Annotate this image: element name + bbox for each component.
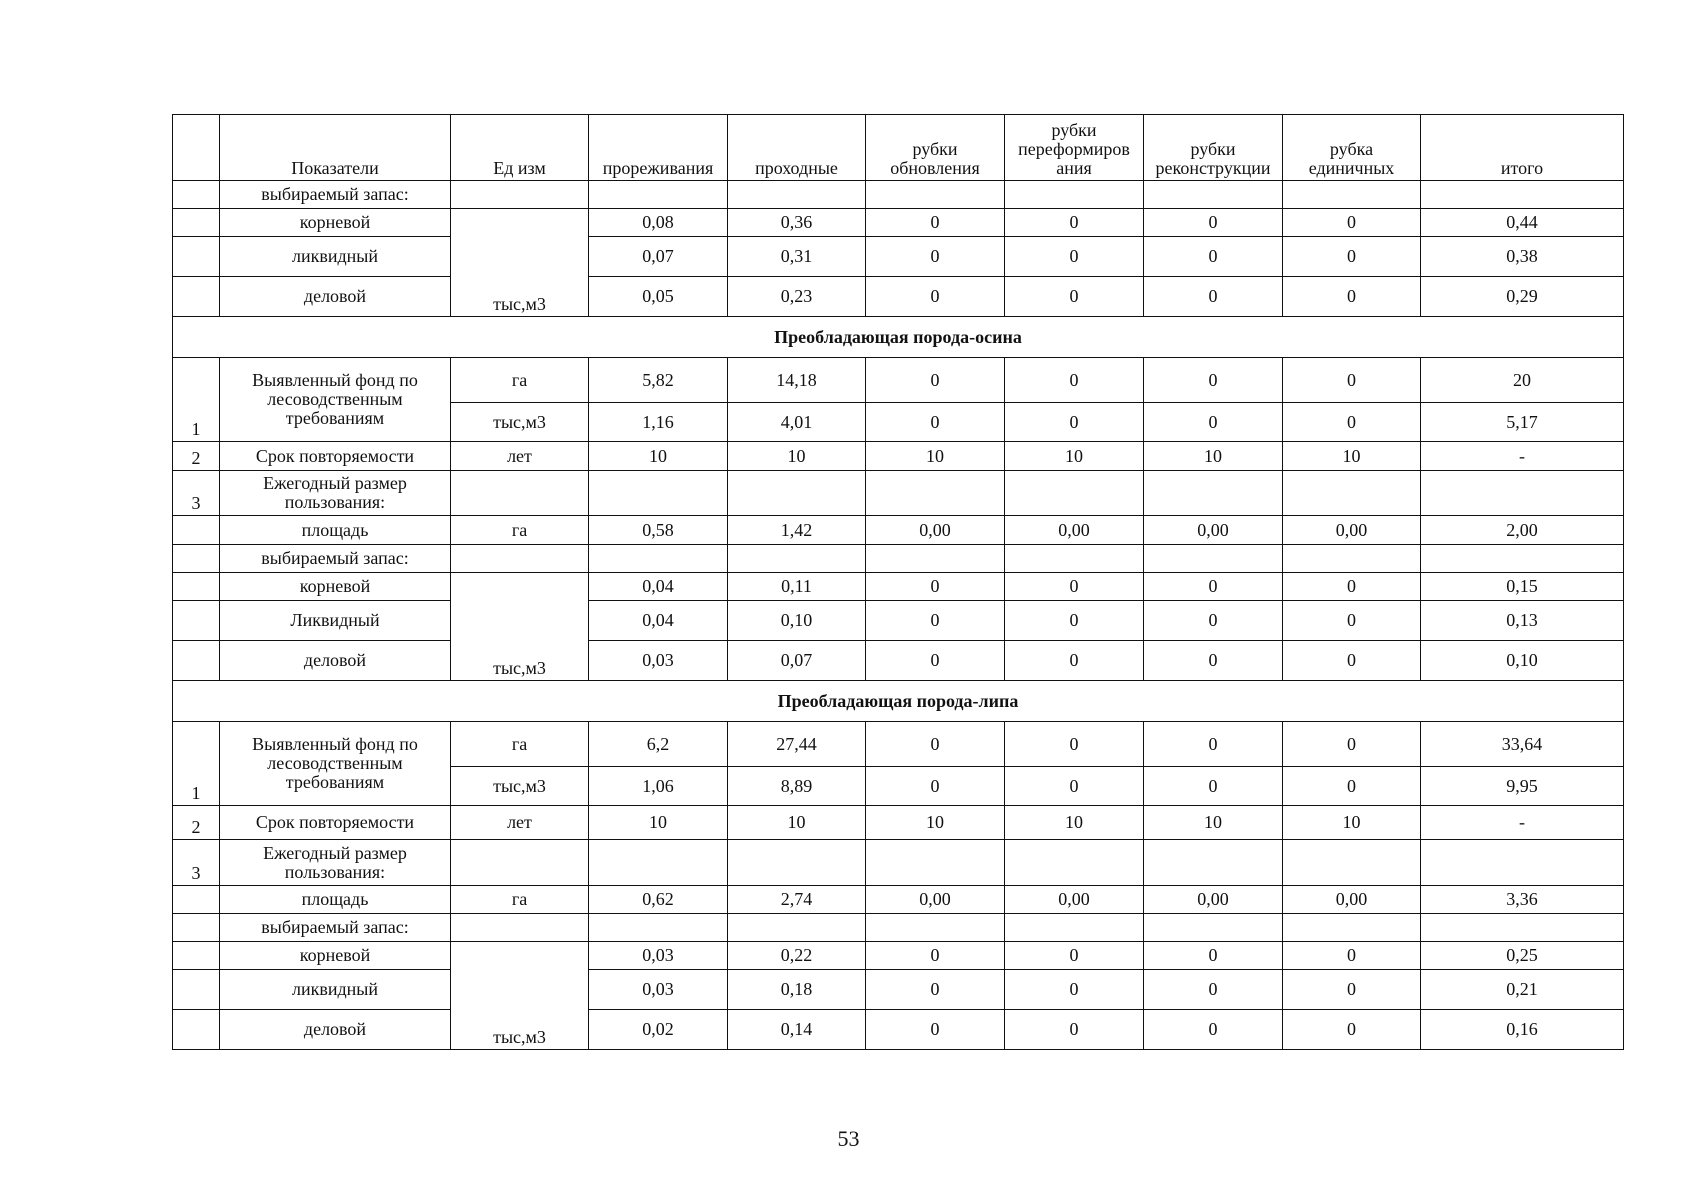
table-row [173, 545, 1624, 573]
unit-cell: га [451, 516, 589, 545]
value-cell: 0 [1283, 942, 1421, 970]
value-cell: 0,00 [866, 516, 1005, 545]
row-number-cell: 2 [173, 442, 220, 471]
value-cell [1421, 840, 1624, 886]
indicator-cell: Срок повторяемости [220, 806, 451, 840]
unit-cell: лет [451, 442, 589, 471]
value-cell: 0,25 [1421, 942, 1624, 970]
row-number-cell [173, 516, 220, 545]
section-header-row [173, 681, 1624, 722]
value-cell [1421, 545, 1624, 573]
table-row [173, 471, 1624, 516]
value-cell: 1,42 [728, 516, 866, 545]
indicator-cell: ликвидный [220, 970, 451, 1010]
value-cell: 0 [866, 403, 1005, 442]
value-cell: 0,00 [866, 886, 1005, 914]
row-number-cell [173, 970, 220, 1010]
table-row [173, 1010, 1624, 1050]
value-cell: 20 [1421, 358, 1624, 403]
row-number-cell [173, 237, 220, 277]
value-cell: 0,00 [1283, 516, 1421, 545]
value-cell: 0 [866, 1010, 1005, 1050]
unit-cell: тыс,м3 [451, 403, 589, 442]
value-cell: 0,04 [589, 573, 728, 601]
value-cell [728, 914, 866, 942]
value-cell: 5,82 [589, 358, 728, 403]
value-cell: 0,36 [728, 209, 866, 237]
value-cell: 0,03 [589, 641, 728, 681]
unit-cell: тыс,м3 [451, 767, 589, 806]
value-cell: 5,17 [1421, 403, 1624, 442]
indicator-cell: ликвидный [220, 237, 451, 277]
value-cell: 6,2 [589, 722, 728, 767]
value-cell: 0 [1005, 403, 1144, 442]
value-cell: 0 [1005, 722, 1144, 767]
value-cell: 0 [1005, 601, 1144, 641]
value-cell: 0 [1283, 1010, 1421, 1050]
value-cell: 0 [1144, 403, 1283, 442]
unit-cell: лет [451, 806, 589, 840]
row-number-cell [173, 942, 220, 970]
value-cell: 0 [866, 641, 1005, 681]
value-cell: 0,14 [728, 1010, 866, 1050]
row-number-cell [173, 277, 220, 317]
column-header-8: рубка единичных [1283, 115, 1421, 181]
column-header-9: итого [1421, 115, 1624, 181]
value-cell: 0,16 [1421, 1010, 1624, 1050]
value-cell: - [1421, 806, 1624, 840]
value-cell: 0,07 [728, 641, 866, 681]
column-header-7: рубки реконструкции [1144, 115, 1283, 181]
table-row [173, 840, 1624, 886]
value-cell: 0,11 [728, 573, 866, 601]
value-cell: 0 [1005, 237, 1144, 277]
indicator-cell: площадь [220, 516, 451, 545]
row-number-cell: 1 [173, 722, 220, 806]
value-cell: 0 [1144, 209, 1283, 237]
row-number-cell: 3 [173, 471, 220, 516]
value-cell: 0,38 [1421, 237, 1624, 277]
value-cell: 0 [1005, 641, 1144, 681]
indicator-cell: деловой [220, 1010, 451, 1050]
value-cell [1283, 914, 1421, 942]
value-cell: 0 [1144, 277, 1283, 317]
value-cell: 33,64 [1421, 722, 1624, 767]
table-row [173, 442, 1624, 471]
value-cell: 0,05 [589, 277, 728, 317]
value-cell: 0 [1144, 641, 1283, 681]
value-cell: 0 [866, 970, 1005, 1010]
value-cell: 0 [1283, 722, 1421, 767]
value-cell [1283, 471, 1421, 516]
unit-cell [451, 840, 589, 886]
value-cell: 0,08 [589, 209, 728, 237]
row-number-cell: 3 [173, 840, 220, 886]
value-cell: 0,03 [589, 970, 728, 1010]
value-cell [866, 914, 1005, 942]
value-cell: 0,10 [1421, 641, 1624, 681]
value-cell: 0 [1283, 573, 1421, 601]
value-cell [728, 545, 866, 573]
value-cell [866, 545, 1005, 573]
table-row [173, 277, 1624, 317]
value-cell: 0 [1283, 767, 1421, 806]
indicator-cell: Ежегодный размер пользования: [220, 840, 451, 886]
unit-cell [451, 914, 589, 942]
column-header-1: Показатели [220, 115, 451, 181]
table-row [173, 209, 1624, 237]
table-row [173, 806, 1624, 840]
value-cell: 0,03 [589, 942, 728, 970]
page-number: 53 [837, 1126, 860, 1151]
unit-cell [451, 471, 589, 516]
data-table [172, 114, 1624, 1050]
value-cell: 0,58 [589, 516, 728, 545]
value-cell [1144, 545, 1283, 573]
row-number-cell: 2 [173, 806, 220, 840]
value-cell [1144, 914, 1283, 942]
value-cell [1283, 840, 1421, 886]
value-cell: 0 [1144, 358, 1283, 403]
value-cell: 0,00 [1283, 886, 1421, 914]
row-number-cell [173, 914, 220, 942]
value-cell: 0,22 [728, 942, 866, 970]
row-number-cell [173, 573, 220, 601]
value-cell: 0 [1005, 277, 1144, 317]
column-header-2: Ед изм [451, 115, 589, 181]
value-cell: 10 [1005, 806, 1144, 840]
indicator-cell: Ликвидный [220, 601, 451, 641]
value-cell: 10 [728, 442, 866, 471]
indicator-cell: Срок повторяемости [220, 442, 451, 471]
value-cell: 0 [1283, 237, 1421, 277]
value-cell [1144, 471, 1283, 516]
value-cell: 0 [1283, 209, 1421, 237]
value-cell: 0 [1283, 277, 1421, 317]
row-number-cell: 1 [173, 358, 220, 442]
value-cell: 0,00 [1144, 886, 1283, 914]
value-cell: 0 [1144, 767, 1283, 806]
unit-cell [451, 181, 589, 209]
table-row [173, 237, 1624, 277]
value-cell: 0 [866, 601, 1005, 641]
value-cell: 10 [866, 806, 1005, 840]
table-row [173, 516, 1624, 545]
value-cell: 0,02 [589, 1010, 728, 1050]
indicator-cell: Выявленный фонд по лесоводственным требованиям [220, 358, 451, 442]
value-cell: 2,00 [1421, 516, 1624, 545]
value-cell: 0,13 [1421, 601, 1624, 641]
value-cell: 1,06 [589, 767, 728, 806]
indicator-cell: площадь [220, 886, 451, 914]
table-row [173, 942, 1624, 970]
indicator-cell: корневой [220, 942, 451, 970]
value-cell [589, 840, 728, 886]
table-row [173, 641, 1624, 681]
value-cell [1144, 181, 1283, 209]
value-cell [589, 471, 728, 516]
value-cell: 0 [1005, 970, 1144, 1010]
value-cell: 0 [866, 209, 1005, 237]
column-header-5: рубки обновления [866, 115, 1005, 181]
value-cell: 0 [866, 237, 1005, 277]
value-cell: 0 [1144, 1010, 1283, 1050]
value-cell [866, 471, 1005, 516]
column-header-4: проходные [728, 115, 866, 181]
unit-cell: га [451, 722, 589, 767]
value-cell: 10 [1283, 806, 1421, 840]
value-cell: 9,95 [1421, 767, 1624, 806]
row-number-cell [173, 209, 220, 237]
value-cell [1005, 545, 1144, 573]
column-header-3: прореживания [589, 115, 728, 181]
value-cell: 0 [1144, 573, 1283, 601]
value-cell [728, 471, 866, 516]
value-cell: 0,18 [728, 970, 866, 1010]
value-cell: 0 [866, 277, 1005, 317]
value-cell [866, 840, 1005, 886]
table-row [173, 181, 1624, 209]
value-cell: 0 [866, 722, 1005, 767]
value-cell: 0,07 [589, 237, 728, 277]
value-cell: 0,29 [1421, 277, 1624, 317]
value-cell: - [1421, 442, 1624, 471]
row-number-cell [173, 545, 220, 573]
indicator-cell: деловой [220, 641, 451, 681]
row-number-cell [173, 181, 220, 209]
value-cell: 0 [1005, 942, 1144, 970]
unit-cell: га [451, 886, 589, 914]
value-cell: 1,16 [589, 403, 728, 442]
value-cell: 0,10 [728, 601, 866, 641]
indicator-cell: выбираемый запас: [220, 914, 451, 942]
value-cell: 10 [1144, 806, 1283, 840]
table-row [173, 601, 1624, 641]
table-row [173, 573, 1624, 601]
value-cell [1005, 181, 1144, 209]
table-row [173, 970, 1624, 1010]
value-cell [1421, 181, 1624, 209]
value-cell: 0,00 [1005, 516, 1144, 545]
value-cell: 0,31 [728, 237, 866, 277]
value-cell: 0,62 [589, 886, 728, 914]
value-cell: 0 [1144, 970, 1283, 1010]
value-cell: 0 [1005, 767, 1144, 806]
indicator-cell: корневой [220, 209, 451, 237]
unit-cell: тыс,м3 [451, 942, 589, 1050]
section-header-row [173, 317, 1624, 358]
unit-cell [451, 545, 589, 573]
value-cell: 0 [866, 942, 1005, 970]
value-cell: 0,04 [589, 601, 728, 641]
value-cell: 0 [1144, 601, 1283, 641]
value-cell: 0,23 [728, 277, 866, 317]
table-row [173, 886, 1624, 914]
value-cell: 10 [728, 806, 866, 840]
value-cell: 0 [1005, 358, 1144, 403]
column-header-0 [173, 115, 220, 181]
value-cell [1005, 914, 1144, 942]
value-cell: 27,44 [728, 722, 866, 767]
column-header-6: рубки переформиров ания [1005, 115, 1144, 181]
value-cell [589, 545, 728, 573]
value-cell [589, 181, 728, 209]
value-cell [1005, 840, 1144, 886]
value-cell: 0 [866, 358, 1005, 403]
unit-cell: га [451, 358, 589, 403]
value-cell: 8,89 [728, 767, 866, 806]
value-cell: 10 [866, 442, 1005, 471]
table-row [173, 914, 1624, 942]
indicator-cell: выбираемый запас: [220, 181, 451, 209]
value-cell: 14,18 [728, 358, 866, 403]
table-row [173, 358, 1624, 403]
value-cell: 0,21 [1421, 970, 1624, 1010]
value-cell: 0 [1005, 209, 1144, 237]
value-cell: 0 [1283, 601, 1421, 641]
value-cell [866, 181, 1005, 209]
indicator-cell: деловой [220, 277, 451, 317]
value-cell: 0 [1005, 573, 1144, 601]
value-cell [1421, 914, 1624, 942]
value-cell: 0,15 [1421, 573, 1624, 601]
value-cell: 2,74 [728, 886, 866, 914]
value-cell: 10 [589, 442, 728, 471]
value-cell: 0,00 [1144, 516, 1283, 545]
value-cell [728, 181, 866, 209]
indicator-cell: Ежегодный размер пользования: [220, 471, 451, 516]
row-number-cell [173, 601, 220, 641]
unit-cell: тыс,м3 [451, 209, 589, 317]
value-cell: 0 [1283, 641, 1421, 681]
unit-cell: тыс,м3 [451, 573, 589, 681]
indicator-cell: выбираемый запас: [220, 545, 451, 573]
value-cell [1421, 471, 1624, 516]
table-body [173, 181, 1624, 1050]
value-cell: 10 [1005, 442, 1144, 471]
row-number-cell [173, 886, 220, 914]
section-title: Преобладающая порода-липа [173, 681, 1624, 722]
value-cell: 0,44 [1421, 209, 1624, 237]
value-cell: 0 [1283, 970, 1421, 1010]
value-cell: 3,36 [1421, 886, 1624, 914]
value-cell: 0 [1283, 358, 1421, 403]
indicator-cell: Выявленный фонд по лесоводственным требованиям [220, 722, 451, 806]
value-cell [728, 840, 866, 886]
value-cell [589, 914, 728, 942]
value-cell: 0 [1144, 942, 1283, 970]
value-cell: 10 [589, 806, 728, 840]
row-number-cell [173, 1010, 220, 1050]
table-header [173, 115, 1624, 181]
value-cell: 10 [1283, 442, 1421, 471]
value-cell: 0 [1144, 237, 1283, 277]
value-cell: 4,01 [728, 403, 866, 442]
value-cell [1144, 840, 1283, 886]
value-cell: 0 [1144, 722, 1283, 767]
value-cell: 0,00 [1005, 886, 1144, 914]
section-title: Преобладающая порода-осина [173, 317, 1624, 358]
value-cell: 0 [866, 573, 1005, 601]
value-cell: 0 [866, 767, 1005, 806]
value-cell [1283, 181, 1421, 209]
table-row [173, 722, 1624, 767]
value-cell: 0 [1283, 403, 1421, 442]
value-cell [1283, 545, 1421, 573]
value-cell: 0 [1005, 1010, 1144, 1050]
value-cell: 10 [1144, 442, 1283, 471]
indicator-cell: корневой [220, 573, 451, 601]
value-cell [1005, 471, 1144, 516]
row-number-cell [173, 641, 220, 681]
